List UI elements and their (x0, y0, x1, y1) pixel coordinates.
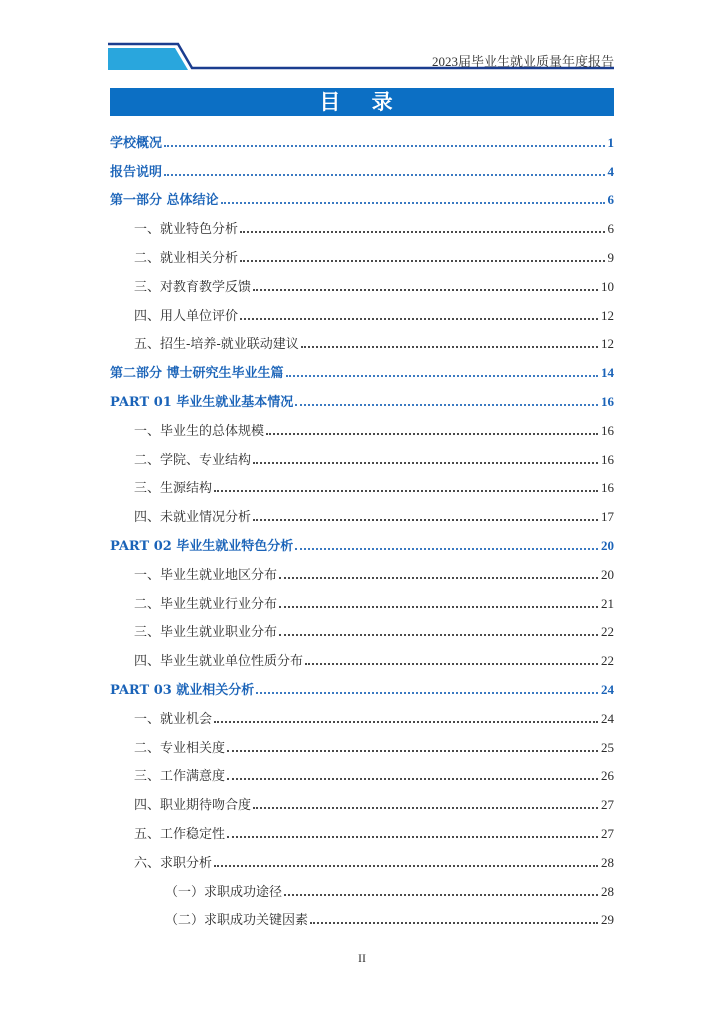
toc-entry-label: 第二部分 博士研究生毕业生篇 (110, 366, 284, 382)
toc-entry[interactable] (110, 583, 614, 612)
toc-entry-page: 25 (601, 739, 614, 755)
toc-entry[interactable] (110, 900, 614, 929)
toc-entry-label: 五、招生-培养-就业联动建议 (134, 337, 299, 353)
toc-dot-leader (279, 592, 598, 608)
toc-entry[interactable] (110, 698, 614, 727)
toc-entry[interactable] (110, 208, 614, 237)
toc-dot-leader (253, 793, 598, 809)
toc-entry-page: 9 (607, 249, 614, 265)
toc-dot-leader (266, 419, 598, 435)
toc-entry[interactable] (110, 640, 614, 669)
toc-entry[interactable] (110, 496, 614, 525)
toc-entry[interactable] (110, 237, 614, 266)
toc-dot-leader (227, 736, 598, 752)
toc-dot-leader (253, 275, 598, 291)
toc-entry-label: 二、专业相关度 (134, 740, 226, 756)
toc-entry-label: 三、工作满意度 (134, 769, 226, 785)
toc-entry[interactable] (110, 439, 614, 468)
toc-entry-page: 22 (601, 653, 614, 669)
toc-entry[interactable] (110, 784, 614, 813)
toc-entry-label: 一、毕业生就业地区分布 (134, 567, 278, 583)
toc-dot-leader (279, 620, 598, 636)
toc-entry-page: 29 (601, 912, 614, 928)
toc-entry-page: 10 (601, 278, 614, 294)
toc-entry-label: 三、对教育教学反馈 (134, 279, 252, 295)
toc-dot-leader (295, 390, 598, 406)
toc-entry-page: 16 (601, 480, 614, 496)
toc-entry[interactable] (110, 151, 614, 180)
toc-entry-label: 二、就业相关分析 (134, 250, 239, 266)
toc-entry-label: 四、未就业情况分析 (134, 510, 252, 526)
toc-entry-page: 28 (601, 854, 614, 870)
toc-entry-label: 五、工作稳定性 (134, 826, 226, 842)
toc-entry-page: 14 (601, 365, 614, 381)
toc-entry-label: 一、毕业生的总体规模 (134, 423, 265, 439)
toc-dot-leader (256, 678, 598, 694)
toc-entry-page: 27 (601, 797, 614, 813)
toc-entry-label: （二）求职成功关键因素 (165, 913, 309, 929)
toc-entry[interactable] (110, 727, 614, 756)
toc-entry-page: 12 (601, 336, 614, 352)
toc-entry-label: 学校概况 (110, 135, 163, 151)
toc-entry-label: 一、就业机会 (134, 711, 213, 727)
toc-dot-leader (164, 160, 604, 176)
toc-entry[interactable] (110, 410, 614, 439)
toc-entry[interactable] (110, 122, 614, 151)
toc-entry-label: 四、职业期待吻合度 (134, 798, 252, 814)
toc-dot-leader (164, 131, 604, 147)
toc-entry-label: 第一部分 总体结论 (110, 193, 219, 209)
toc-dot-leader (221, 188, 605, 204)
toc-entry-label: （一）求职成功途径 (165, 884, 283, 900)
toc-entry-page: 6 (607, 221, 614, 237)
toc-entry-page: 24 (601, 681, 614, 697)
toc-entry[interactable] (110, 554, 614, 583)
toc-entry-label: PART 01 毕业生就业基本情况 (110, 394, 294, 410)
toc-entry[interactable] (110, 871, 614, 900)
toc-dot-leader (301, 332, 598, 348)
toc-entry[interactable] (110, 468, 614, 497)
toc-entry-page: 26 (601, 768, 614, 784)
toc-entry-label: 三、生源结构 (134, 481, 213, 497)
toc-dot-leader (253, 505, 598, 521)
page-number: II (358, 951, 366, 965)
toc-entry[interactable] (110, 612, 614, 641)
toc-entry-label: PART 02 毕业生就业特色分析 (110, 538, 294, 554)
toc-entry-page: 24 (601, 710, 614, 726)
toc-entry-label: 三、毕业生就业职业分布 (134, 625, 278, 641)
toc-entry[interactable] (110, 352, 614, 381)
toc-entry-page: 20 (601, 537, 614, 553)
toc-dot-leader (310, 908, 598, 924)
toc-dot-leader (240, 246, 604, 262)
toc-entry-page: 6 (607, 192, 614, 208)
toc-entry[interactable] (110, 525, 614, 554)
toc-entry-label: 四、用人单位评价 (134, 308, 239, 324)
toc-entry-page: 4 (607, 163, 614, 179)
toc-entry-page: 20 (601, 566, 614, 582)
toc-dot-leader (305, 649, 598, 665)
toc-entry-page: 22 (601, 624, 614, 640)
page-title: 目 录 (110, 88, 614, 116)
toc-dot-leader (214, 476, 598, 492)
toc-entry-page: 28 (601, 883, 614, 899)
toc-dot-leader (286, 361, 598, 377)
toc-entry-page: 1 (607, 134, 614, 150)
toc-entry[interactable] (110, 324, 614, 353)
toc-dot-leader (295, 534, 598, 550)
toc-entry-page: 12 (601, 307, 614, 323)
toc-dot-leader (279, 563, 598, 579)
toc-entry-page: 16 (601, 393, 614, 409)
toc-entry-page: 21 (601, 595, 614, 611)
toc-dot-leader (214, 851, 598, 867)
toc-entry-label: 报告说明 (110, 164, 163, 180)
toc-entry-page: 27 (601, 825, 614, 841)
toc-dot-leader (253, 448, 598, 464)
toc-entry[interactable] (110, 180, 614, 209)
toc-dot-leader (284, 880, 598, 896)
toc-entry[interactable] (110, 756, 614, 785)
toc-entry[interactable] (110, 295, 614, 324)
toc-entry[interactable] (110, 813, 614, 842)
toc-entry-label: 六、求职分析 (134, 855, 213, 871)
toc-dot-leader (240, 304, 598, 320)
toc-entry[interactable] (110, 669, 614, 698)
table-of-contents (110, 122, 614, 928)
toc-dot-leader (214, 707, 598, 723)
toc-dot-leader (227, 764, 598, 780)
toc-entry-page: 16 (601, 451, 614, 467)
toc-entry-label: 一、就业特色分析 (134, 222, 239, 238)
toc-entry[interactable] (110, 266, 614, 295)
toc-entry-label: 二、学院、专业结构 (134, 452, 252, 468)
toc-dot-leader (227, 822, 598, 838)
report-header-title: 2023届毕业生就业质量年度报告 (431, 54, 614, 69)
toc-entry-page: 17 (601, 509, 614, 525)
toc-entry[interactable] (110, 842, 614, 871)
toc-entry-label: 二、毕业生就业行业分布 (134, 596, 278, 612)
toc-dot-leader (240, 217, 604, 233)
toc-entry-page: 16 (601, 422, 614, 438)
toc-entry[interactable] (110, 381, 614, 410)
toc-entry-label: PART 03 就业相关分析 (110, 682, 255, 698)
toc-entry-label: 四、毕业生就业单位性质分布 (134, 654, 304, 670)
